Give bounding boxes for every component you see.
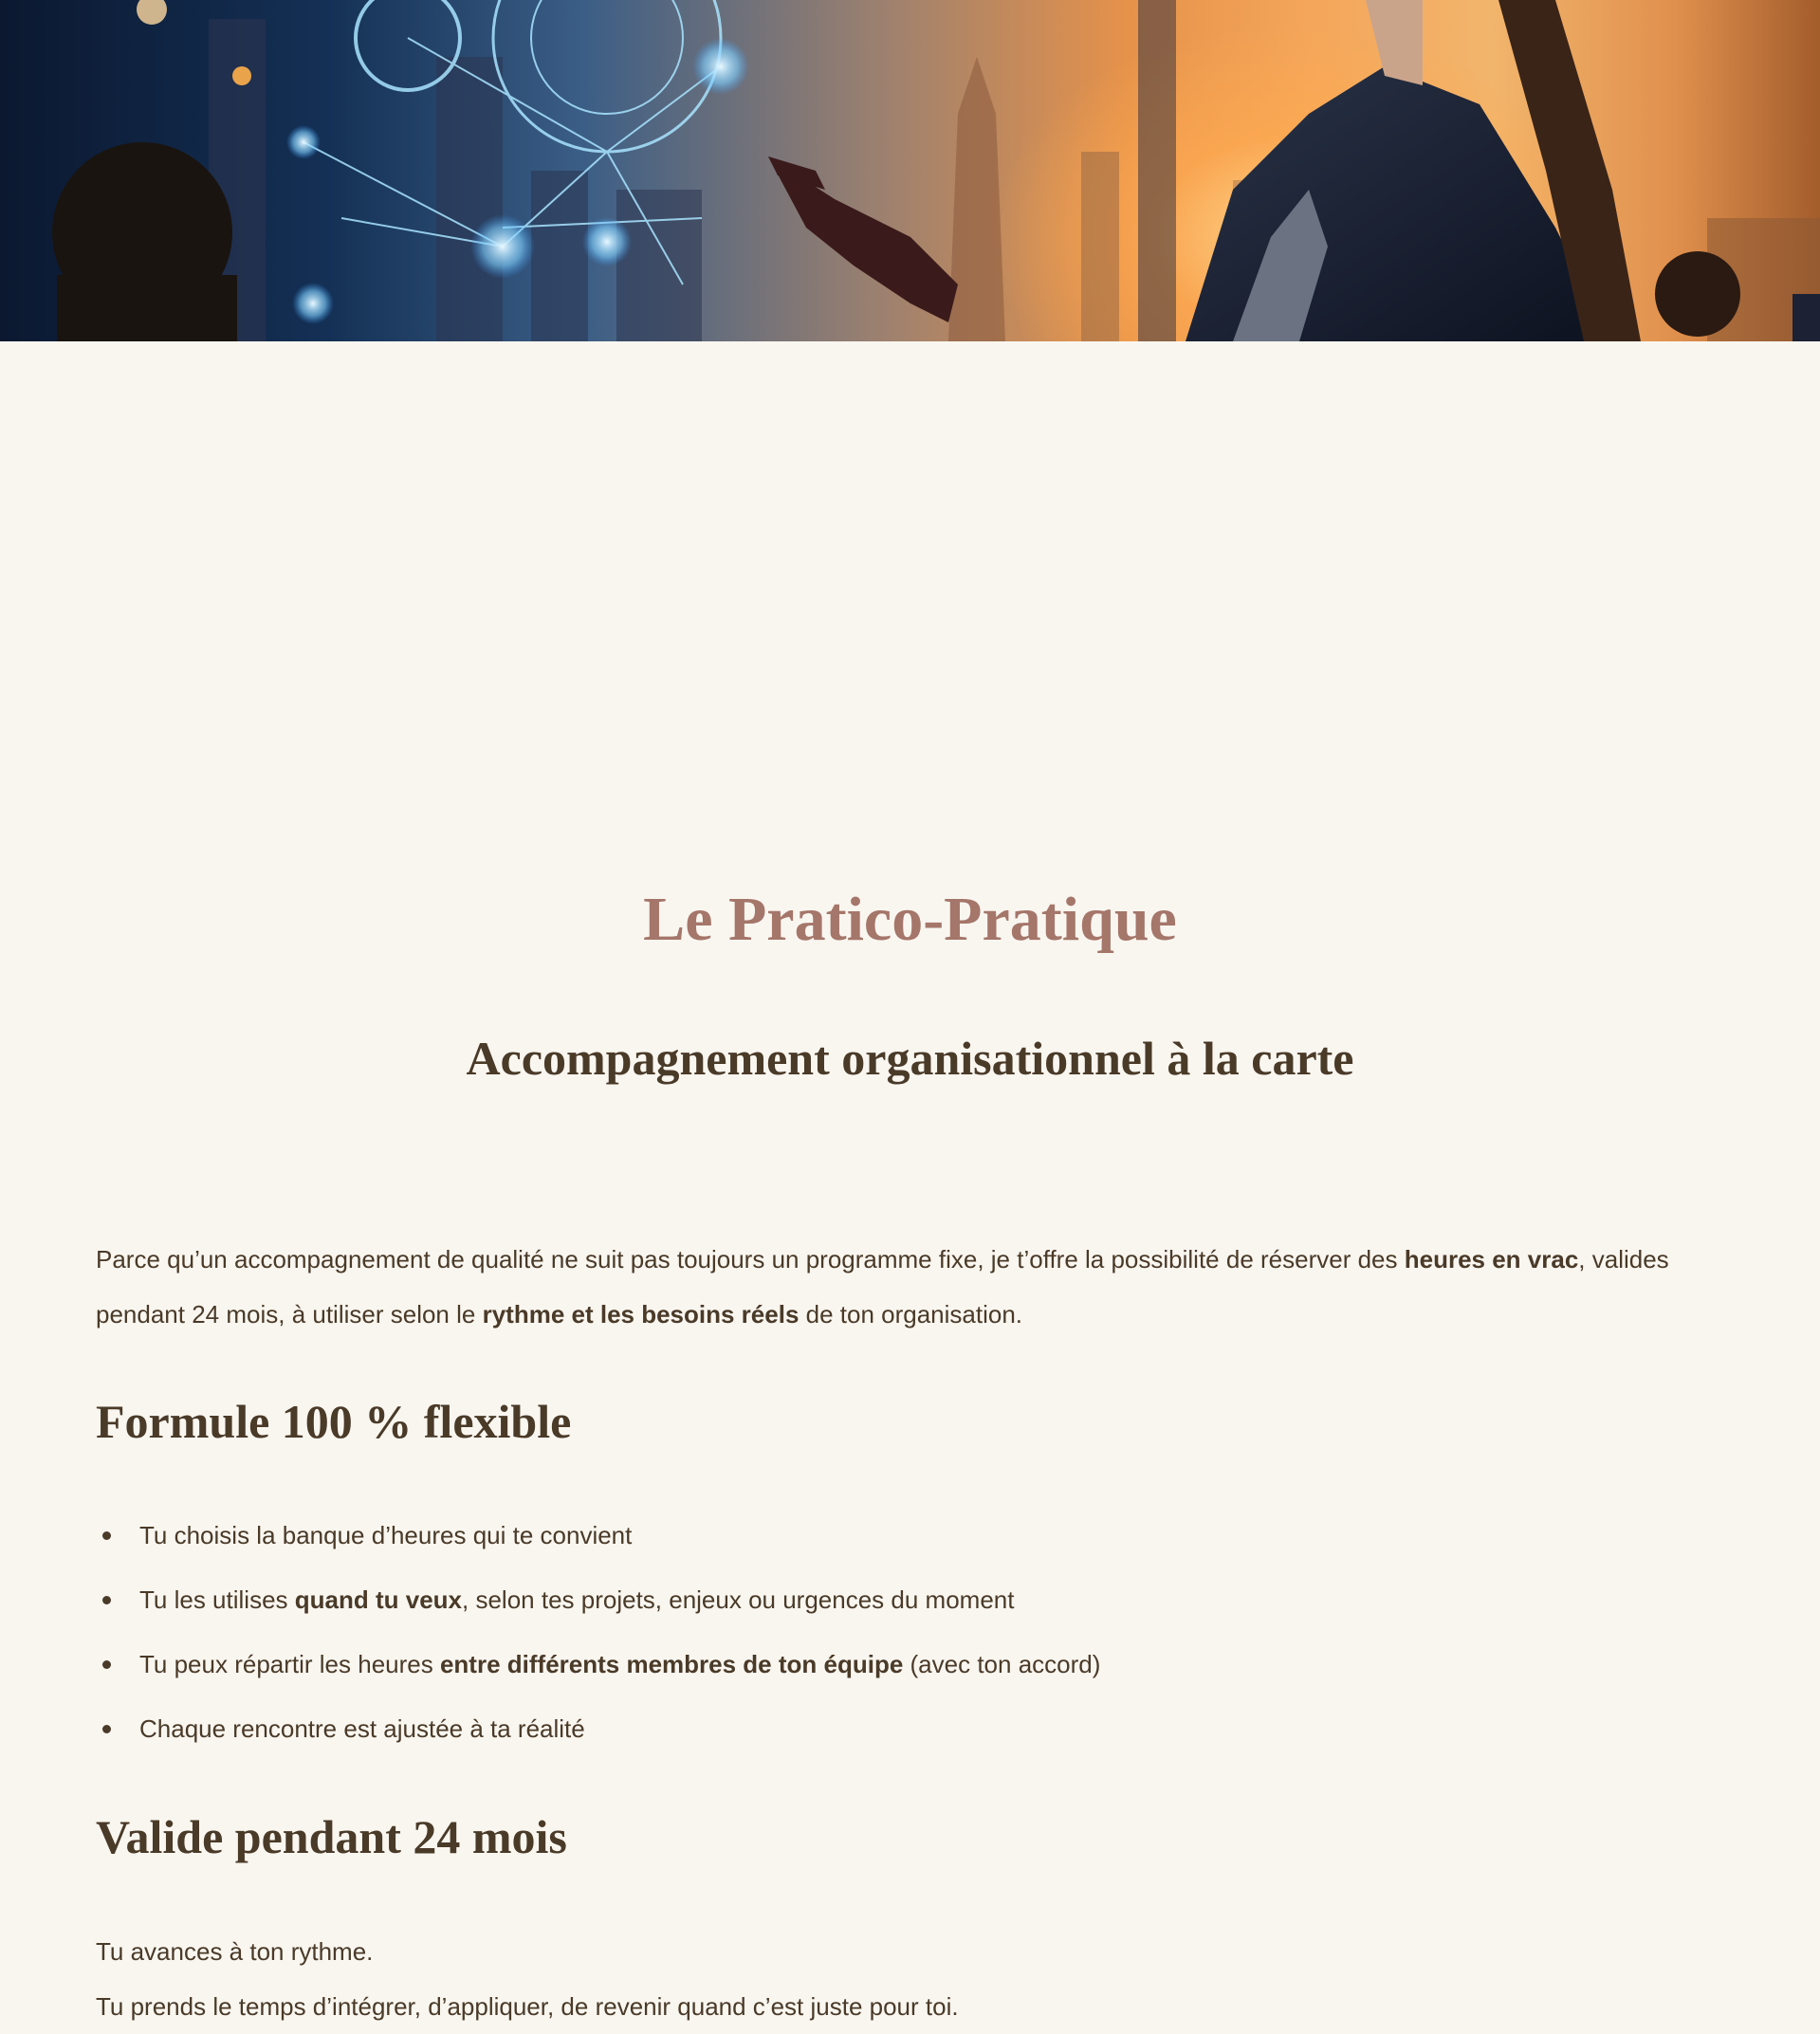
section-heading-validity: Valide pendant 24 mois [96,1810,567,1863]
validity-line-1: Tu avances à ton rythme. [96,1937,374,1966]
list-item [96,1639,1100,1703]
page-subtitle: Accompagnement organisationnel à la carte [466,1032,1354,1085]
list-item-text: Chaque rencontre est ajustée à ta réalité [139,1714,585,1743]
intro-text-2: , valides pendant 24 mois, à utiliser selon le [96,1245,1669,1329]
intro-bold-1: heures en vrac [1404,1245,1579,1274]
page-title: Le Pratico-Pratique [643,885,1177,954]
bullet-icon [102,1596,111,1604]
intro-text-1: Parce qu’un accompagnement de qualité ne suit pas toujours un programme fixe, je t’offre la possibilité de réserver des [96,1245,1405,1274]
intro-paragraph [96,1232,1727,1342]
woman-silhouette [1186,0,1641,341]
bullet-icon [102,1725,111,1733]
list-item-text: Tu peux répartir les heures [139,1650,440,1678]
hero-illustration [0,0,1820,341]
hero-image [0,0,1820,341]
pointing-hand [768,156,958,322]
validity-line-2: Tu prends le temps d’intégrer, d’appliquer, de revenir quand c’est juste pour toi. [96,1992,959,2021]
list-item-bold: quand tu veux [294,1585,463,1614]
flexible-features-list [96,1510,1100,1768]
list-item-text: Tu choisis la banque d’heures qui te convient [139,1521,633,1549]
list-item [96,1510,1100,1574]
bullet-icon [102,1660,111,1669]
section-heading-flexible: Formule 100 % flexible [96,1395,572,1448]
intro-text-3: de ton organisation. [799,1300,1023,1329]
list-item-text: Tu les utilises [139,1585,295,1614]
bullet-icon [102,1531,111,1540]
validity-paragraph [96,1924,959,2034]
list-item-bold: entre différents membres de ton équipe [439,1650,904,1678]
list-item-text-after: (avec ton accord) [903,1650,1101,1678]
list-item-text-after: , selon tes projets, enjeux ou urgences du moment [462,1585,1015,1614]
list-item [96,1703,1100,1768]
intro-bold-2: rythme et les besoins réels [482,1300,800,1329]
list-item [96,1574,1100,1639]
